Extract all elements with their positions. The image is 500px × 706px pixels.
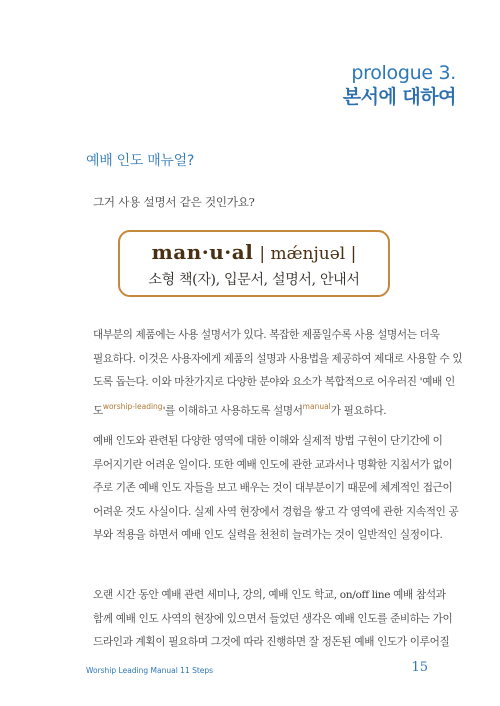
- dictionary-headword: man·u·al: [151, 240, 254, 264]
- prologue-title: 본서에 대하여: [342, 86, 456, 108]
- prologue-header: [343, 62, 456, 110]
- paragraph-line: 대부분의 제품에는 사용 설명서가 있다. 복잡한 제품일수록 사용 설명서는 더욱: [93, 329, 440, 341]
- superscript-worship-leading: worship-leading: [102, 401, 163, 411]
- line-text: 가 필요하다.: [330, 404, 387, 417]
- dictionary-pronunciation: | mǽnjuəl |: [259, 244, 357, 264]
- line-text: '를 이해하고 사용하도록 설명서: [162, 404, 303, 417]
- paragraph-2: [93, 430, 459, 548]
- paragraph-line: [93, 395, 433, 424]
- paragraph-line: 도록 돕는다. 이와 마찬가지로 다양한 분야와 요소가 복합적으로 어우러진 '예배 인: [93, 376, 455, 388]
- dictionary-definition: 소형 책(자), 입문서, 설명서, 안내서: [148, 272, 360, 288]
- paragraph-line: 예배 인도와 관련된 다양한 영역에 대한 이해와 실제적 방법 구현이 단기간에 이: [93, 435, 443, 447]
- paragraph-line: 필요하다. 이것은 사용자에게 제품의 설명과 사용법을 제공하여 제대로 사용할 수 있: [93, 352, 463, 365]
- prologue-label: prologue 3.: [351, 62, 456, 84]
- footer-book-title: Worship Leading Manual 11 Steps: [86, 666, 214, 675]
- paragraph-3: [93, 584, 453, 655]
- paragraph-line: 함께 예배 인도 사역의 현장에 있으면서 들었던 생각은 예배 인도를 준비하는 가이: [93, 612, 453, 625]
- intro-question: 그거 사용 설명서 같은 것인가요?: [93, 195, 255, 209]
- paragraph-line: 어려운 것도 사실이다. 실제 사역 현장에서 경험을 쌓고 각 영역에 관한 지속적인 공: [93, 505, 459, 518]
- section-heading: 예배 인도 매뉴얼?: [86, 153, 194, 169]
- paragraph-line: 루어지기란 어려운 일이다. 또한 예배 인도에 관한 교과서나 명확한 지침서가 없이: [93, 458, 453, 471]
- line-text: 도: [93, 404, 103, 417]
- paragraph-line: 부와 적용을 하면서 예배 인도 실력을 천천히 늘려가는 것이 일반적인 실정이다.: [93, 529, 443, 541]
- dictionary-headword-line: [120, 240, 388, 264]
- page-number: 15: [411, 660, 428, 675]
- superscript-manual: manual: [302, 401, 331, 411]
- paragraph-line: 오랜 시간 동안 예배 관련 세미나, 강의, 예배 인도 학교, on/off line 예배 참석과: [93, 589, 446, 601]
- paragraph-1: [93, 324, 463, 423]
- paragraph-line: 드라인과 계획이 필요하며 그것에 따라 진행하면 잘 정돈된 예배 인도가 이루어질: [93, 636, 450, 648]
- paragraph-line: 주로 기존 예배 인도 자들을 보고 배우는 것이 대부분이기 때문에 체계적인 접근이: [93, 482, 453, 494]
- dictionary-entry-box: [118, 230, 390, 297]
